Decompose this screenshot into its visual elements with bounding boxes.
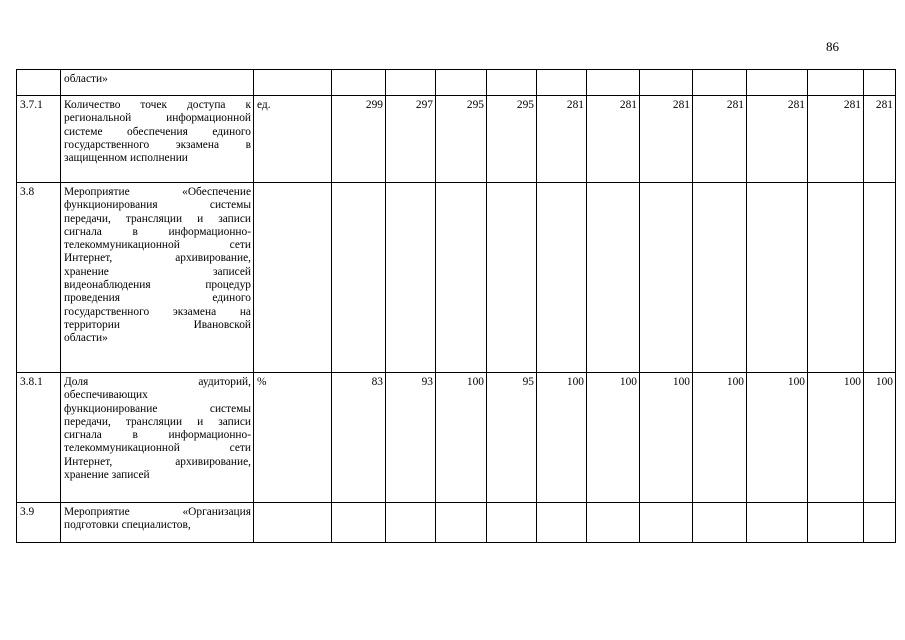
value-cell — [864, 70, 896, 96]
value-cell — [747, 70, 808, 96]
value-cell: 100 — [808, 373, 864, 503]
table-row — [17, 183, 896, 373]
indicator-name-line: передачи, трансляции и записи — [64, 212, 251, 225]
value-cell — [487, 503, 537, 543]
indicator-name-line: хранение записей — [64, 469, 150, 482]
value-cell — [436, 183, 487, 373]
value-cell: 100 — [587, 373, 640, 503]
value-cell — [436, 503, 487, 543]
value-cell — [332, 503, 386, 543]
indicator-name-cell — [61, 373, 254, 503]
value-cell — [864, 503, 896, 543]
indicator-name-cell — [61, 70, 254, 96]
value-cell: 100 — [436, 373, 487, 503]
indicator-name-line: Количество точек доступа к — [64, 99, 251, 111]
value-cell: 100 — [747, 373, 808, 503]
indicator-name-line: хранение записей — [64, 265, 251, 278]
row-number-cell — [17, 70, 61, 96]
indicator-name-line: Интернет, архивирование, — [64, 455, 251, 468]
indicator-name-line: проведения единого — [64, 292, 251, 305]
indicator-name-line: территории Ивановской — [64, 318, 251, 331]
unit-cell: % — [254, 373, 332, 503]
value-cell — [693, 183, 747, 373]
value-cell — [640, 70, 693, 96]
value-cell: 100 — [864, 373, 896, 503]
indicator-name-cell — [61, 183, 254, 373]
indicator-name-line: Интернет, архивирование, — [64, 252, 251, 265]
value-cell — [808, 183, 864, 373]
indicator-name-line: функционирование системы — [64, 402, 251, 415]
value-cell: 281 — [587, 96, 640, 183]
indicator-name-line: государственного экзамена в — [64, 138, 251, 151]
value-cell — [537, 503, 587, 543]
value-cell: 281 — [693, 96, 747, 183]
indicator-name-cell — [61, 503, 254, 543]
value-cell: 299 — [332, 96, 386, 183]
value-cell: 295 — [487, 96, 537, 183]
value-cell — [537, 183, 587, 373]
indicator-name-line: защищенном исполнении — [64, 152, 188, 165]
value-cell — [693, 503, 747, 543]
value-cell: 83 — [332, 373, 386, 503]
indicator-name-line: области» — [64, 73, 108, 85]
indicator-name-line: сигнала в информационно- — [64, 225, 251, 238]
unit-cell — [254, 70, 332, 96]
value-cell: 281 — [864, 96, 896, 183]
value-cell — [640, 183, 693, 373]
value-cell: 100 — [693, 373, 747, 503]
row-number-cell: 3.8 — [17, 183, 61, 373]
value-cell: 281 — [640, 96, 693, 183]
indicators-table — [16, 69, 896, 543]
value-cell — [808, 503, 864, 543]
value-cell: 297 — [386, 96, 436, 183]
value-cell — [808, 70, 864, 96]
row-number-cell: 3.8.1 — [17, 373, 61, 503]
value-cell — [747, 503, 808, 543]
value-cell — [436, 70, 487, 96]
indicator-name-line: сигнала в информационно- — [64, 429, 251, 442]
indicator-name-line: видеонаблюдения процедур — [64, 279, 251, 292]
value-cell — [332, 70, 386, 96]
value-cell — [747, 183, 808, 373]
indicator-name-line: области» — [64, 332, 108, 345]
indicator-name-line: региональной информационной — [64, 112, 251, 125]
row-number-cell: 3.9 — [17, 503, 61, 543]
indicator-name-line: Мероприятие «Обеспечение — [64, 186, 251, 198]
value-cell: 281 — [808, 96, 864, 183]
value-cell — [386, 183, 436, 373]
indicator-name-line: подготовки специалистов, — [64, 519, 191, 532]
indicator-name-cell — [61, 96, 254, 183]
value-cell — [587, 503, 640, 543]
page-number: 86 — [826, 39, 839, 54]
indicator-name-line: системе обеспечения единого — [64, 125, 251, 138]
indicator-name-line: телекоммуникационной сети — [64, 442, 251, 455]
indicator-name-line: функционирования системы — [64, 199, 251, 212]
value-cell: 95 — [487, 373, 537, 503]
row-number-cell: 3.7.1 — [17, 96, 61, 183]
value-cell — [864, 183, 896, 373]
value-cell: 281 — [537, 96, 587, 183]
unit-cell — [254, 503, 332, 543]
indicator-name-line: Мероприятие «Организация — [64, 506, 251, 518]
value-cell — [587, 70, 640, 96]
indicator-name-line: государственного экзамена на — [64, 305, 251, 318]
value-cell — [693, 70, 747, 96]
value-cell: 295 — [436, 96, 487, 183]
value-cell — [640, 503, 693, 543]
unit-cell: ед. — [254, 96, 332, 183]
indicator-name-line: обеспечивающих — [64, 389, 148, 402]
value-cell — [386, 503, 436, 543]
table-row — [17, 96, 896, 183]
value-cell — [487, 183, 537, 373]
value-cell — [386, 70, 436, 96]
table-row — [17, 373, 896, 503]
value-cell — [587, 183, 640, 373]
indicator-name-line: Доля аудиторий, — [64, 376, 251, 388]
indicator-name-line: передачи, трансляции и записи — [64, 415, 251, 428]
value-cell — [487, 70, 537, 96]
table-row — [17, 70, 896, 96]
table-row — [17, 503, 896, 543]
value-cell — [537, 70, 587, 96]
value-cell: 100 — [640, 373, 693, 503]
value-cell: 100 — [537, 373, 587, 503]
value-cell — [332, 183, 386, 373]
value-cell: 281 — [747, 96, 808, 183]
indicator-name-line: телекоммуникационной сети — [64, 239, 251, 252]
unit-cell — [254, 183, 332, 373]
value-cell: 93 — [386, 373, 436, 503]
